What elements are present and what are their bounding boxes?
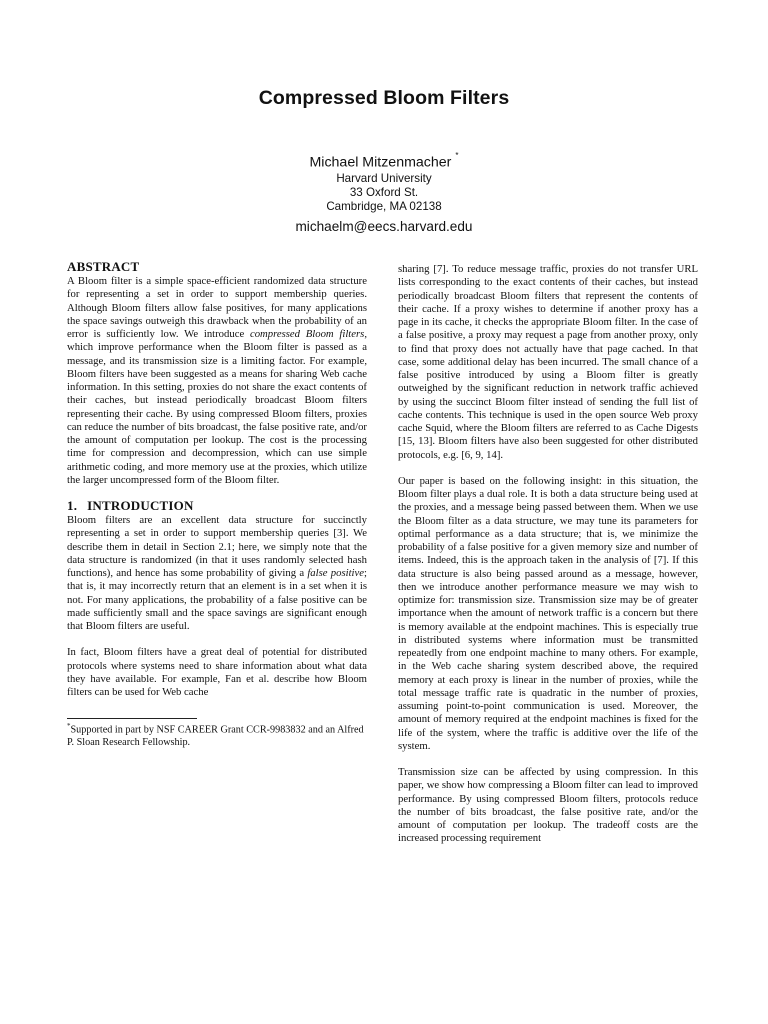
footnote-mark: *: [67, 722, 71, 730]
intro-paragraph-1: [67, 514, 367, 633]
author-footnote-mark: *: [455, 151, 459, 160]
footnote: [67, 720, 367, 750]
footnote-text: Supported in part by NSF CAREER Grant CCR-9983832 and an Alfred P. Sloan Research Fellowship.: [67, 724, 364, 748]
abstract-emphasis: compressed Bloom filters: [249, 328, 365, 340]
abstract-text-part-2: , which improve performance when the Bloom filter is passed as a message, and its transmission size is a limiting factor. For example, Bloom filters have been suggested as a means for sharing Web cache information. In this setting, proxies do not share the exact contents of their caches, but instead periodically broadcast Bloom filters representing their cache. By using compressed Bloom filters, proxies can reduce the number of bits broadcast, the false positive rate, and/or the amount of computation per lookup. The cost is the processing time for compression and decompression, which can use simple arithmetic coding, and more memory use at the proxies, which utilize the larger uncompressed form of the Bloom filter.: [67, 328, 368, 486]
abstract-heading: ABSTRACT: [67, 259, 140, 274]
right-paragraph-2: Our paper is based on the following insight: in this situation, the Bloom filter plays a dual role. It is both a data structure being used at the proxies, and a message being passed between them. When we use the Bloom filter as a data structure, we may tune its parameters for optimal performance as a data structure; that is, we minimize the probability of a false positive for a given memory size and number of items. Indeed, this is the approach taken in the analysis of [7]. If this data structure is also being passed around as a message, however, then we introduce another performance measure we may wish to optimize for: transmission size. Transmission size may be of greater importance when the amount of network traffic is a concern but there is memory available at the endpoint machines. This is especially true in distributed systems where information must be transmitted repeatedly from one endpoint machine to many others. For example, in the Web cache sharing system described above, the required memory at each proxy is linear in the number of proxies, while the total message traffic rate is quadratic in the number of proxies, assuming point-to-point communication is used. Moreover, the amount of memory required at the endpoint machines is fixed for the life of the system, where the traffic is additive over the life of the system.: [398, 474, 698, 752]
intro-p1-part-2: ; that is, it may incorrectly return that an element is in a set when it is not. For many applications, the probability of a false positive can be made sufficiently small and the space savings are significant enough that Bloom filters are useful.: [67, 567, 367, 632]
section-title: INTRODUCTION: [87, 498, 194, 513]
right-paragraph-3: Transmission size can be affected by using compression. In this paper, we show how compressing a Bloom filter can lead to improved performance. By using compressed Bloom filters, protocols reduce the number of bits broadcast, the false positive rate, and/or the amount of computation per lookup. The tradeoff costs are the increased processing requirement: [398, 766, 698, 845]
intro-paragraph-2: In fact, Bloom filters have a great deal of potential for distributed protocols where systems need to share information about what data they have available. For example, Fan et al. describe how Bloom filters can be used for Web cache: [67, 646, 367, 698]
author-email: michaelm@eecs.harvard.edu: [295, 218, 473, 234]
affiliation-line-3: Cambridge, MA 02138: [326, 200, 442, 214]
author-block: [0, 150, 768, 235]
intro-p1-part-1: Bloom filters are an excellent data structure for succinctly representing a set in order to support membership queries [3]. We describe them in detail in Section 2.1; here, we simply note that the data structure is randomized (in that it uses randomly selected hash functions), and hence has some probability of giving a: [67, 514, 367, 579]
right-paragraph-1: sharing [7]. To reduce message traffic, proxies do not transfer URL lists corresponding to the exact contents of their caches, but instead periodically broadcast Bloom filters that represent the contents of their cache. If a proxy wishes to determine if another proxy has a page in its cache, it checks the appropriate Bloom filter. In the case of a false positive, a proxy may request a page from another proxy, only to find that proxy does not actually have that page cached. In that case, some additional delay has been incurred. The small chance of a false positive introduced by using a Bloom filter is greatly outweighed by the significant reduction in network traffic achieved by using the succinct Bloom filter instead of sending the full list of cache contents. This technique is used in the open source Web proxy cache Squid, where the Bloom filters are referred to as Cache Digests [15, 13]. Bloom filters have also been suggested for other distributed protocols, e.g. [6, 9, 14].: [398, 263, 698, 461]
paper-title: Compressed Bloom Filters: [258, 87, 510, 109]
abstract-text: [67, 275, 367, 487]
left-column: [67, 259, 367, 699]
intro-p1-emphasis: false positive: [307, 567, 365, 579]
affiliation-line-1: Harvard University: [336, 171, 432, 185]
footnote-rule: [67, 718, 197, 719]
abstract-text-part-1: A Bloom filter is a simple space-efficient randomized data structure for representing a set in order to support membership queries. Although Bloom filters allow false positives, for many applications the space savings outweigh this drawback when the probability of an error is sufficiently low. We introduce: [67, 275, 367, 340]
author-name-text: Michael Mitzenmacher: [309, 154, 452, 171]
author-name: [0, 150, 768, 172]
right-column: [398, 263, 698, 846]
affiliation-line-2: 33 Oxford St.: [349, 186, 419, 200]
introduction-heading: [67, 498, 367, 514]
section-number: 1.: [67, 498, 78, 513]
